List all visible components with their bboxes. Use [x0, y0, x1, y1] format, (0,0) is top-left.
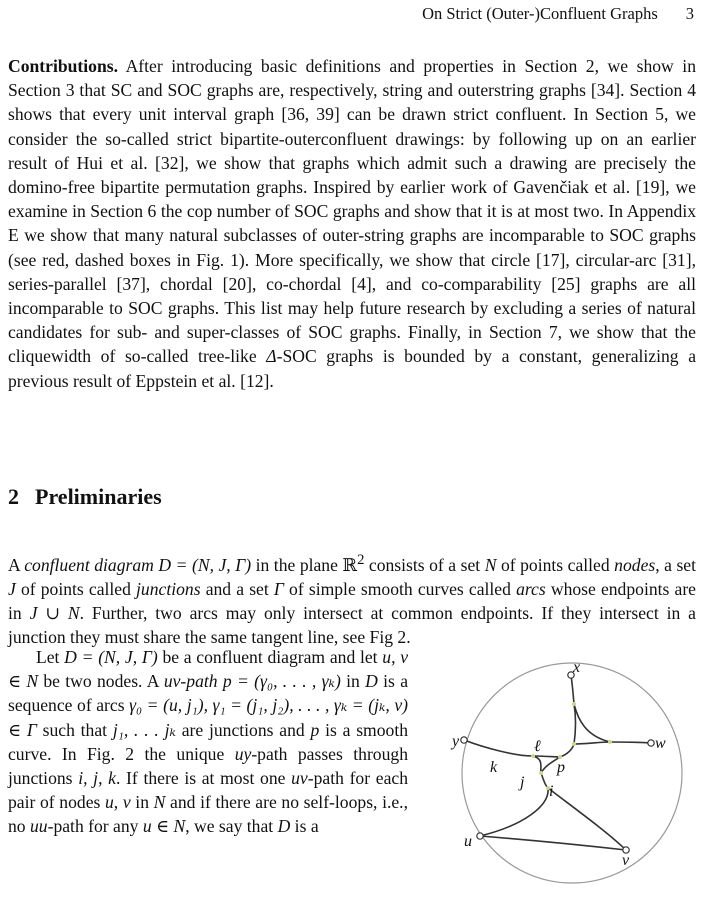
- node-u: [477, 833, 483, 839]
- arc-u-v: [480, 836, 626, 850]
- page-number: 3: [685, 4, 694, 23]
- node-y: [461, 737, 467, 743]
- section-heading: [8, 484, 162, 510]
- label-j: j: [520, 774, 525, 791]
- definition-paragraph: A confluent diagram D = (N, J, Γ) in the plane ℝ$^2$ consists of a set N of points called nodes, a set J of points called junctions and a set Γ of simple smooth curves called arcs whose endpoints are in J ∪ N. Further, two arcs may only intersect at common endpoints. If they intersect in a junction they must share the same tangent line, see Fig 2.: [8, 552, 696, 648]
- arc-p-w: [574, 742, 610, 744]
- arc-k-j: [533, 756, 541, 773]
- contributions-heading: Contributions.: [8, 56, 118, 76]
- junction-w: [608, 740, 612, 744]
- arc-x-w: [574, 704, 610, 742]
- label-x: x: [573, 660, 581, 676]
- junction-p: [572, 742, 576, 746]
- section-number: 2: [8, 484, 19, 509]
- confluent-diagram-figure: [440, 660, 690, 901]
- arc-j-i: [541, 773, 548, 788]
- arc-i-u: [480, 788, 548, 836]
- label-y: y: [452, 733, 460, 750]
- arc-x-end: [571, 675, 574, 704]
- arc-i-v: [548, 788, 626, 850]
- arc-l-upper: [560, 744, 574, 757]
- node-w: [648, 740, 654, 746]
- running-header: [422, 4, 694, 24]
- label-k: k: [490, 759, 498, 776]
- label-p: p: [557, 759, 565, 776]
- junction-x: [572, 702, 576, 706]
- label-w: w: [655, 735, 666, 752]
- running-title: On Strict (Outer-)Confluent Graphs: [422, 4, 658, 23]
- confluent-diagram-svg: [440, 660, 690, 901]
- uv-path-paragraph: Let D = (N, J, Γ) be a confluent diagram and let u, v ∈ N be two nodes. A uv-path p = (γ₀, . . . , γₖ) in D is a sequence of arcs γ₀ = (u, j₁), γ₁ = (j₁, j₂), . . . , γₖ = (jₖ, v) ∈ Γ such that j₁, . . . jₖ are junctions and p is a smooth curve. In Fig. 2 the unique uy-path passes through junctions i, j, k. If there is at most one uv-path for each pair of nodes u, v in N and if there are no self-loops, i.e., no uu-path for any u ∈ N, we say that D is a: [8, 647, 409, 837]
- label-l: ℓ: [534, 738, 541, 755]
- label-v: v: [622, 852, 630, 869]
- label-i: i: [549, 783, 554, 800]
- contributions-paragraph: Contributions. After introducing basic definitions and properties in Section 2, we show in Section 3 that SC and SOC graphs are, respectively, string and outerstring graphs [34]. Section 4 shows that every unit interval graph [36, 39] can be drawn strict confluent. In Section 5, we consider the so-called strict bipartite-outerconfluent drawings: by following up on an earlier result of Hui et al. [32], we show that graphs which admit such a drawing are precisely the domino-free bipartite permutation graphs. Inspired by earlier work of Gavenčiak et al. [19], we examine in Section 6 the cop number of SOC graphs and show that it is at most two. In Appendix E we show that many natural subclasses of outer-string graphs are incomparable to SOC graphs (see red, dashed boxes in Fig. 1). More specifically, we show that circle [17], circular-arc [31], series-parallel [37], chordal [20], co-chordal [4], and co-comparability [25] graphs are all incomparable to SOC graphs. This list may help future research by excluding a series of natural candidates for sub- and super-classes of SOC graphs. Finally, in Section 7, we show that the cliquewidth of so-called tree-like Δ-SOC graphs is bounded by a constant, generalizing a previous result of Eppstein et al. [12].: [8, 56, 696, 391]
- section-title: Preliminaries: [35, 484, 162, 509]
- arc-y-k: [464, 740, 533, 756]
- arc-w-end: [610, 742, 651, 743]
- junction-j: [539, 771, 543, 775]
- label-u: u: [464, 833, 472, 850]
